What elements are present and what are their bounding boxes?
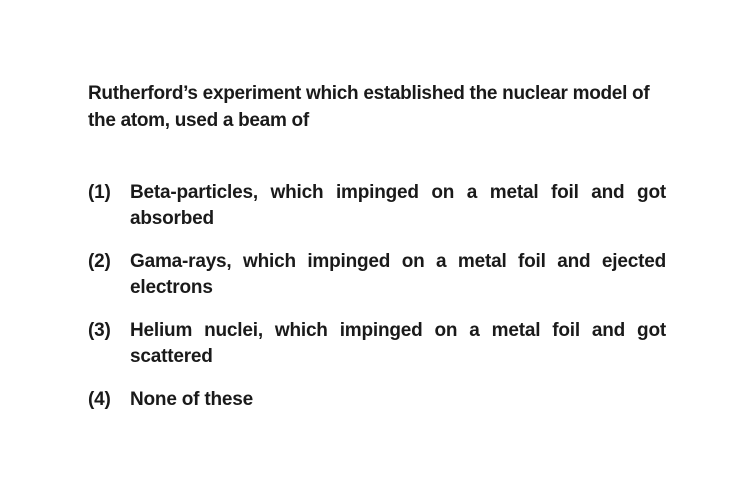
option-text: Gama-rays, which impinged on a metal foil and ejected electrons xyxy=(130,251,666,298)
option-number: (4) xyxy=(88,389,111,410)
question-text: Rutherford’s experiment which established the nuclear model of the atom, used a beam of xyxy=(88,83,650,131)
option-3 xyxy=(88,318,666,370)
option-text: Helium nuclei, which impinged on a metal foil and got scattered xyxy=(130,320,666,367)
answer-options-list xyxy=(88,180,666,430)
option-number: (3) xyxy=(88,320,111,341)
option-4 xyxy=(88,387,666,413)
option-number: (1) xyxy=(88,182,111,203)
option-2 xyxy=(88,249,666,301)
option-text: None of these xyxy=(130,389,254,410)
option-1 xyxy=(88,180,666,232)
option-number: (2) xyxy=(88,251,111,272)
option-text: Beta-particles, which impinged on a metal foil and got absorbed xyxy=(130,182,666,229)
